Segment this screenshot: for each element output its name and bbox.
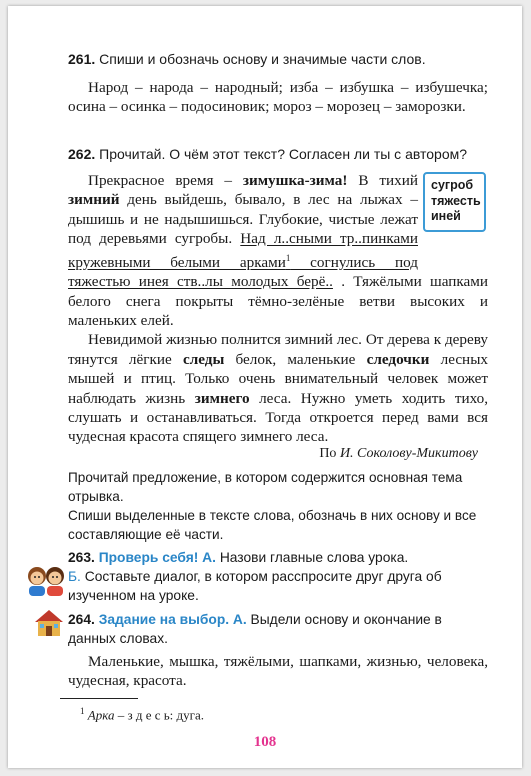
bold-word: следочки [366,350,430,368]
text-run: Над л..сными тр..пинками кружевными белыми арками [68,230,418,271]
footnote-divider [60,698,138,699]
task-263-label: Проверь себя! А. [98,550,216,565]
reading-text [68,171,488,447]
vocab-word: сугроб [431,178,474,192]
task-264-part-a: Выдели основу и окончание в данных словах. [68,612,442,646]
text-run: В тихий [347,172,418,189]
text-run: согнулись под тяжестью инея ств..лы молодых берё.. [68,253,418,291]
footnote-definition: – з д е с ь: дуга. [114,707,204,723]
paragraph-2 [68,330,488,446]
task-263-part-b: Составьте диалог, в котором расспросите друг друга об изученном на уроке. [68,569,442,603]
attribution [319,446,478,462]
bold-word: зимушка-зима! [242,172,348,189]
task-262-instruction [68,145,488,164]
footnote-mark: 1 [285,252,291,263]
footnote [80,706,204,723]
task-261-text: Спиши и обозначь основу и значимые части слов. [99,51,426,67]
bold-word: следы [182,350,225,368]
box-spacer [418,171,488,255]
task-263 [68,548,488,605]
task-261-number: 261. [68,51,96,67]
question-2: Спиши выделенные в тексте слова, обозначь в них основу и все составляющие её части. [68,508,477,542]
task-261-words [68,78,488,117]
page-number: 108 [253,734,277,750]
task-262-questions [68,468,488,544]
vocab-word: иней [431,209,461,223]
text-run: . Тяжёлыми шапками белого снега покрыты тёмно-зелёные ветви высоких и маленьких елей. [68,273,488,329]
task-264-words [68,652,488,691]
paragraph-1 [68,171,531,330]
task-263-part-a: Назови главные слова урока. [215,550,409,565]
text-run: Прекрасное время – [88,172,243,189]
text-run: лесных мышей и птиц. Только очень внимательный человек может наблюдать жизнь [68,350,488,407]
task-261-instruction [68,50,488,69]
task-264 [68,610,488,648]
text-run: Невидимой жизнью полнится зимний лес. От дерева к дереву тянутся лёгкие [68,331,488,368]
house-icon [34,609,64,637]
task-264-number: 264. [68,612,95,627]
text-run: леса. Нужно уметь ходить тихо, слушать и останавливаться. Тогда откроется перед вами вся чудесная красота спящего зимнего леса. [68,389,489,446]
bold-word: зимний [68,191,120,209]
textbook-page [8,6,522,768]
task-264-word-list: Маленькие, мышка, тяжёлыми, шапками, жизнью, человека, чудесная, красота. [68,653,488,690]
bold-word: зимнего [194,389,250,407]
question-1: Прочитай предложение, в котором содержится основная тема отрывка. [68,470,463,504]
task-261-word-list: Народ – народа – народный; изба – избушка – избушечка; осина – осинка – подосиновик; мороз – морозец – заморозки. [68,79,488,116]
task-262-text: Прочитай. О чём этот текст? Согласен ли ты с автором? [99,146,468,162]
footnote-number: 1 [80,706,85,716]
task-264-label: Задание на выбор. А. [98,612,247,627]
vocab-word: тяжесть [431,193,481,208]
text-run: день выйдешь, бывало, в лес на лыжах – дышишь и не надышишься. Глубокие, чистые лежат под деревьями сугробы. [68,191,418,248]
task-263-label-b: Б. [68,569,81,584]
task-262-number: 262. [68,146,96,162]
two-kids-icon [24,564,68,596]
attribution-prefix: По [319,446,340,461]
text-run: белок, маленькие [224,350,367,368]
task-263-number: 263. [68,550,95,565]
footnote-word: Арка [87,707,115,723]
attribution-author: И. Соколову-Микитову [339,446,478,461]
